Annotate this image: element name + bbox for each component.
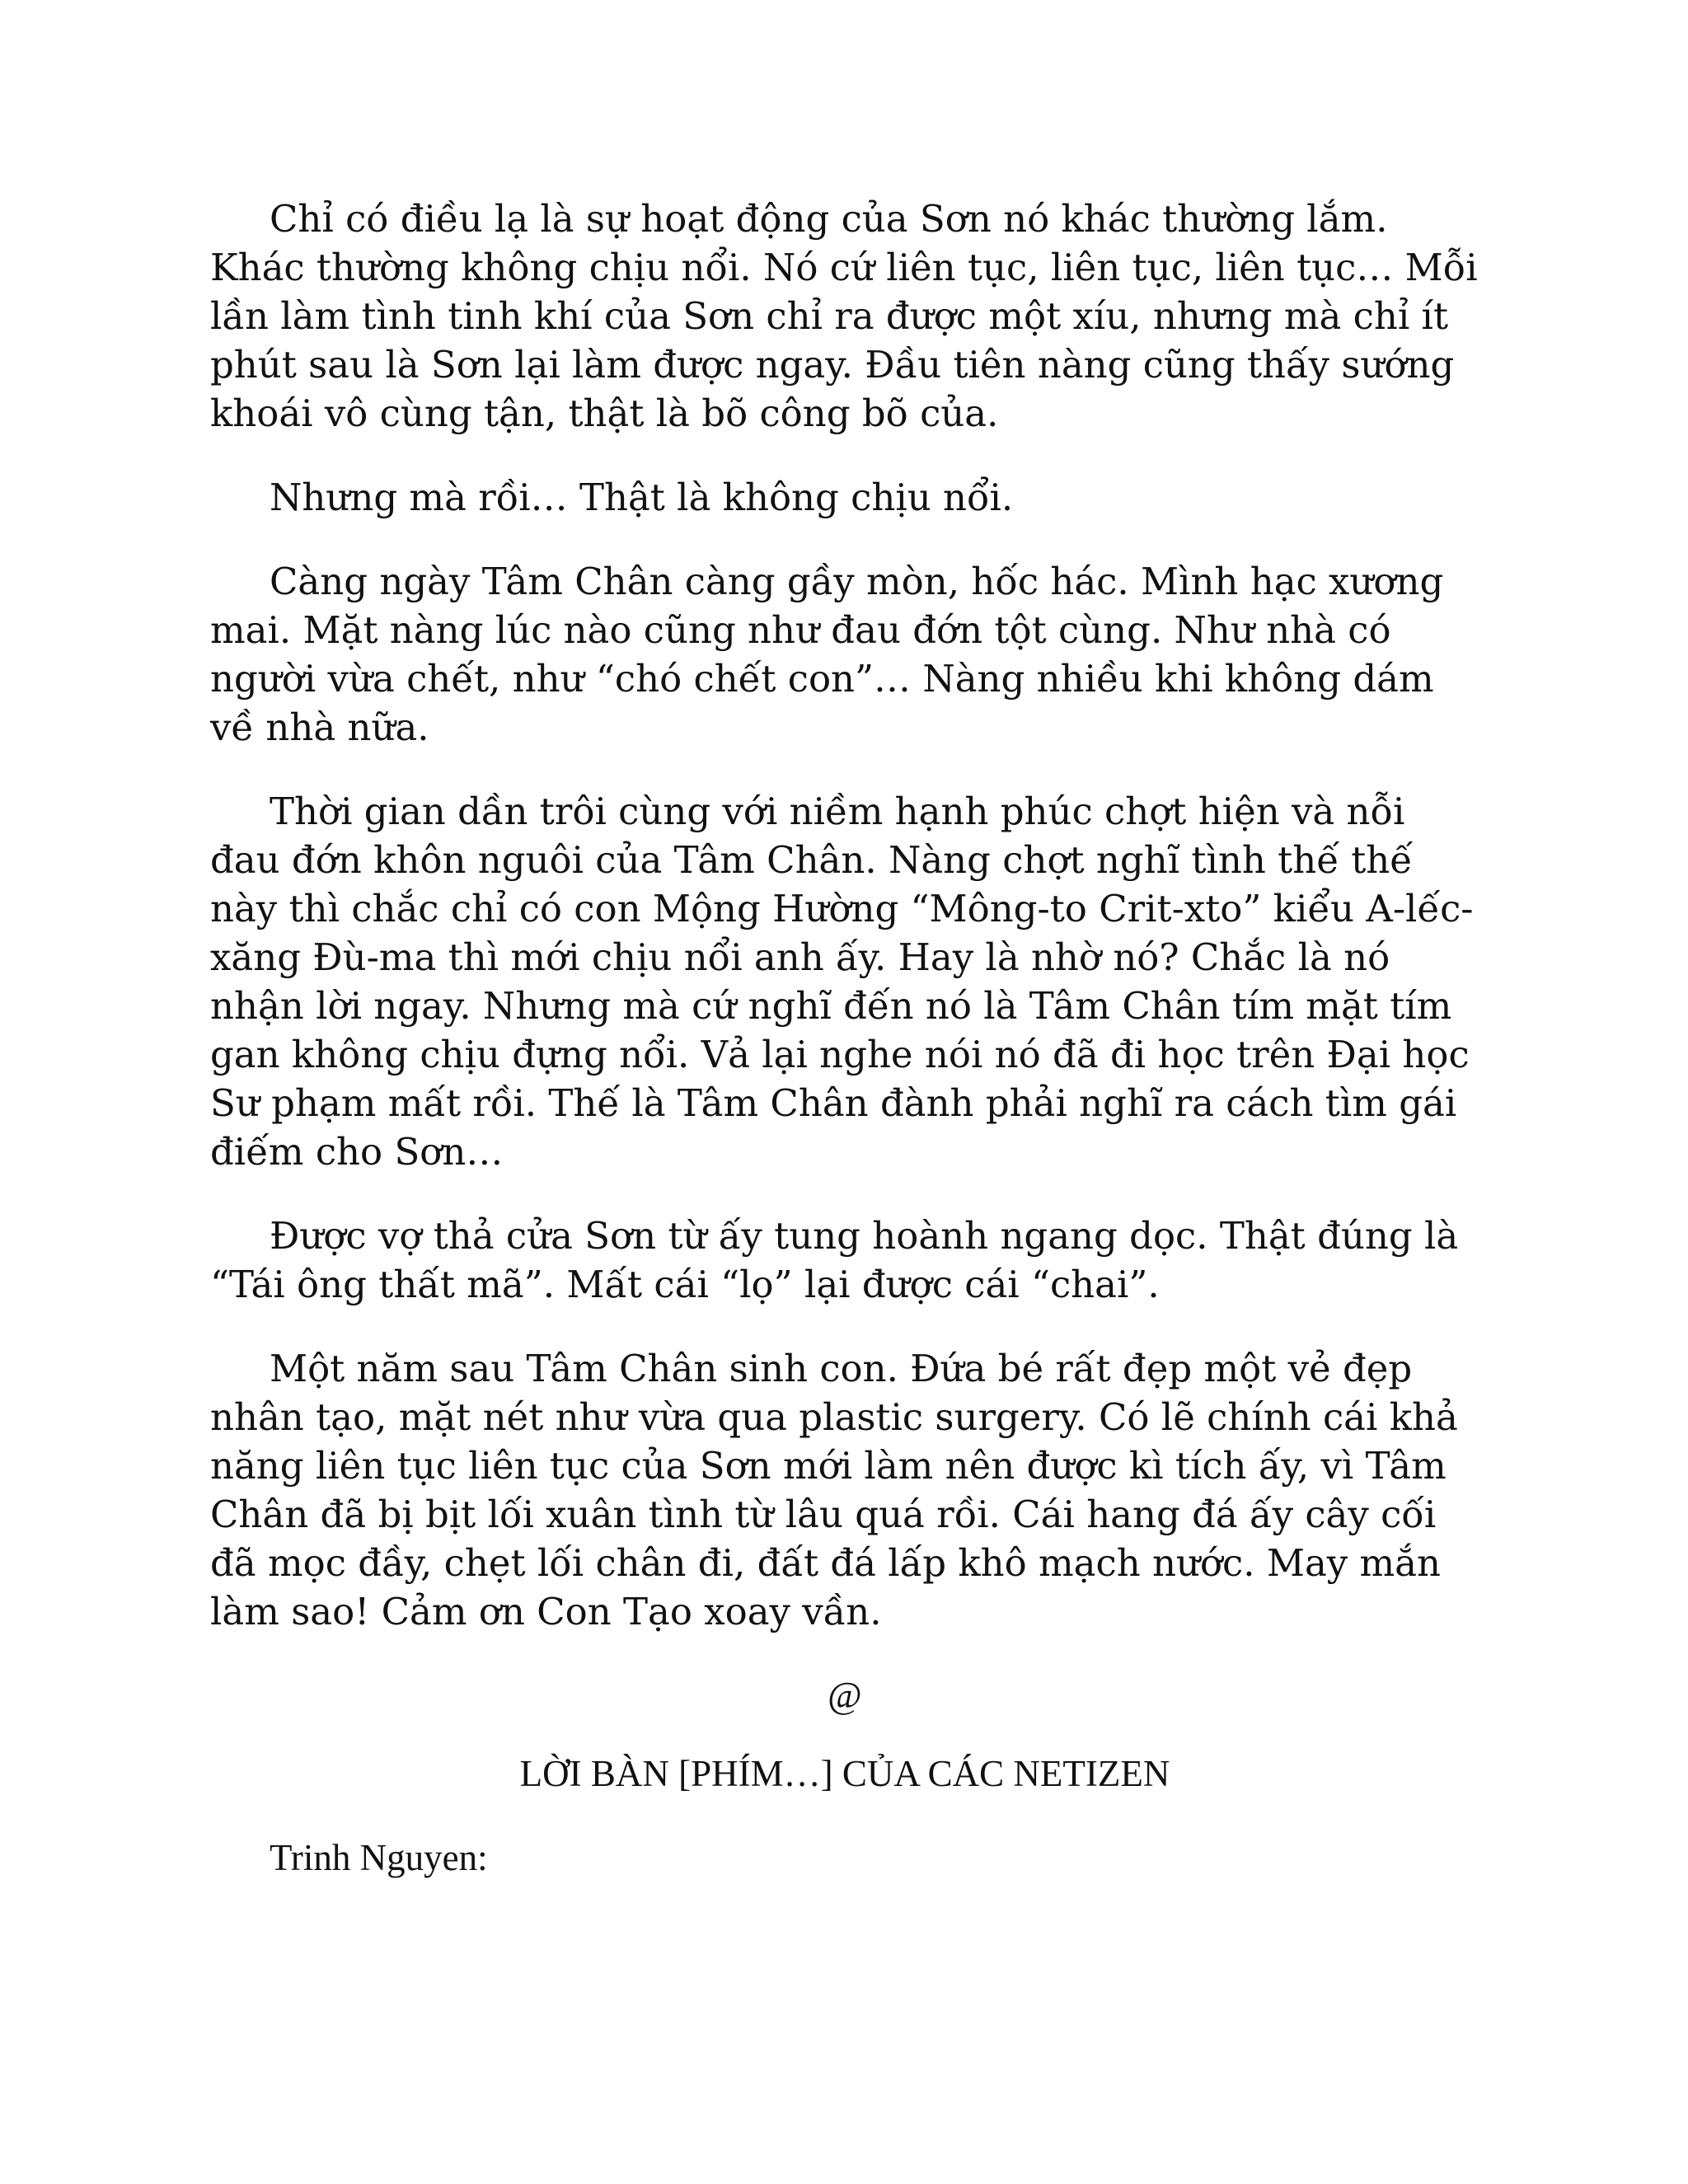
paragraph-2: Nhưng mà rồi… Thật là không chịu nổi. [270,476,1014,519]
paragraph-1: Chỉ có điều lạ là sự hoạt động của Sơn nó khác thường lắm. Khác thường không chịu nổi. Nó cứ liên tục, liên tục, liên tục… Mỗi lần làm tình tinh khí của Sơn chỉ ra được một xíu, nhưng mà chỉ ít phút sau là Sơn lại làm được ngay. Đầu tiên nàng cũng thấy sướng khoái vô cùng tận, thật là bõ công bõ của. [210,197,1478,435]
paragraph-4: Thời gian dần trôi cùng với niềm hạnh phúc chợt hiện và nỗi đau đớn khôn nguôi của Tâm Chân. Nàng chợt nghĩ tình thế thế này thì chắc chỉ có con Mộng Hường “Mông-to Crit-xto” kiểu A-lếc-xăng Đù-ma thì mới chịu nổi anh ấy. Hay là nhờ nó? Chắc là nó nhận lời ngay. Nhưng mà cứ nghĩ đến nó là Tâm Chân tím mặt tím gan không chịu đựng nổi. Vả lại nghe nói nó đã đi học trên Đại học Sư phạm mất rồi. Thế là Tâm Chân đành phải nghĩ ra cách tìm gái điếm cho Sơn… [210,790,1474,1174]
speaker-label: Trinh Nguyen: [270,1837,488,1878]
paragraph-3: Càng ngày Tâm Chân càng gầy mòn, hốc hác. Mình hạc xương mai. Mặt nàng lúc nào cũng như đau đớn tột cùng. Như nhà có người vừa chết, như “chó chết con”… Nàng nhiều khi không dám về nhà nữa. [210,560,1444,749]
paragraph-5: Được vợ thả cửa Sơn từ ấy tung hoành ngang dọc. Thật đúng là “Tái ông thất mã”. Mất cái “lọ” lại được cái “chai”. [210,1214,1459,1306]
section-title: LỜI BÀN [PHÍM…] CỦA CÁC NETIZEN [519,1753,1170,1794]
section-separator: @ [828,1675,862,1716]
document-body [210,194,1479,1882]
paragraph-6: Một năm sau Tâm Chân sinh con. Đứa bé rất đẹp một vẻ đẹp nhân tạo, mặt nét như vừa qua plastic surgery. Có lẽ chính cái khả năng liên tục liên tục của Sơn mới làm nên được kì tích ấy, vì Tâm Chân đã bị bịt lối xuân tình từ lâu quá rồi. Cái hang đá ấy cây cối đã mọc đầy, chẹt lối chân đi, đất đá lấp khô mạch nước. May mắn làm sao! Cảm ơn Con Tạo xoay vần. [210,1347,1458,1633]
